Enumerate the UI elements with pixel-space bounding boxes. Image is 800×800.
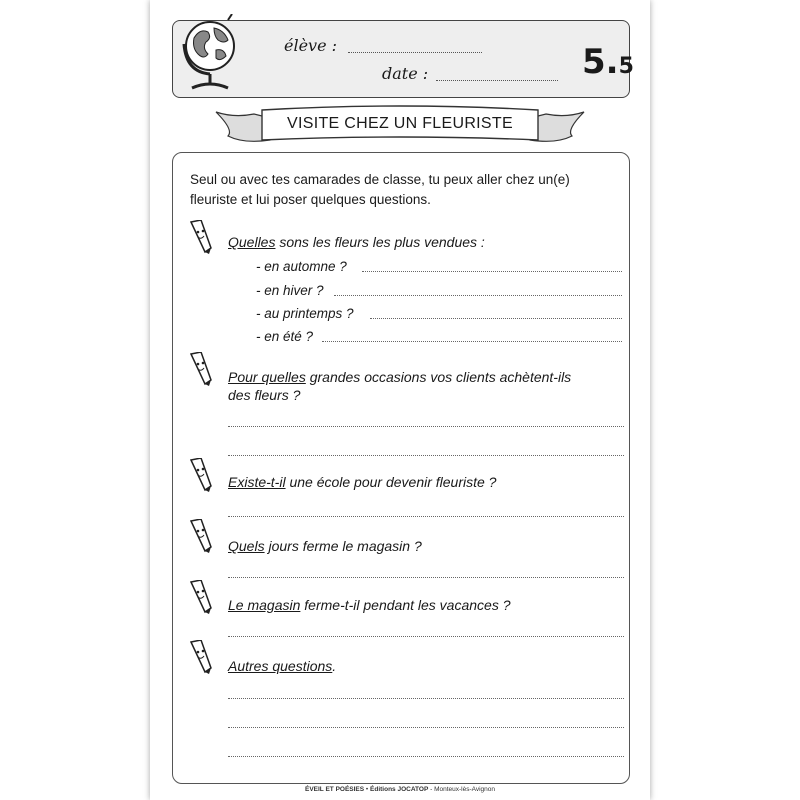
answer-line[interactable] [228,516,624,517]
answer-line[interactable] [228,455,624,456]
page-title: VISITE CHEZ UN FLEURISTE [287,115,513,132]
question-6: Autres questions. [228,658,337,674]
question-5: Le magasin ferme-t-il pendant les vacances ? [228,597,511,613]
question-2: Pour quelles grandes occasions vos clients achètent-ils [228,369,572,385]
pencil-icon [187,519,215,553]
footer-separator: • [365,786,369,793]
answer-line[interactable] [228,727,624,728]
answer-line[interactable] [370,318,622,319]
answer-line[interactable] [322,341,622,342]
footer-place: - Monteux-lès-Avignon [430,786,496,793]
season-summer: - en été ? [256,329,314,344]
answer-line[interactable] [228,577,624,578]
season-autumn: - en automne ? [256,259,347,274]
season-winter: - en hiver ? [256,283,324,298]
intro-text: Seul ou avec tes camarades de classe, tu peux aller chez un(e) fleuriste et lui poser quelques questions. [190,172,570,207]
answer-line[interactable] [228,756,624,757]
footer [172,786,628,793]
pencil-icon [187,458,215,492]
answer-line[interactable] [228,698,624,699]
footer-series: ÉVEIL ET POÉSIES [304,786,365,793]
date-line[interactable] [436,80,558,81]
question-3: Existe-t-il une école pour devenir fleuriste ? [228,474,497,490]
footer-publisher: Éditions JOCATOP [370,786,429,793]
eleve-line[interactable] [348,52,482,53]
answer-line[interactable] [228,636,624,637]
pencil-icon [187,220,215,254]
globe-icon [178,14,240,94]
eleve-label: élève : [284,36,338,55]
season-spring: - au printemps ? [256,306,354,321]
pencil-icon [187,580,215,614]
question-4: Quels jours ferme le magasin ? [228,538,422,554]
pencil-icon [187,352,215,386]
header-box [172,20,630,98]
answer-line[interactable] [362,271,622,272]
date-label: date : [382,64,429,83]
question-2-line2: des fleurs ? [228,387,301,403]
sheet-number: 5.5 [582,42,634,82]
answer-line[interactable] [334,295,622,296]
pencil-icon [187,640,215,674]
question-1: Quelles sons les fleurs les plus vendues : [228,234,485,250]
answer-line[interactable] [228,426,624,427]
